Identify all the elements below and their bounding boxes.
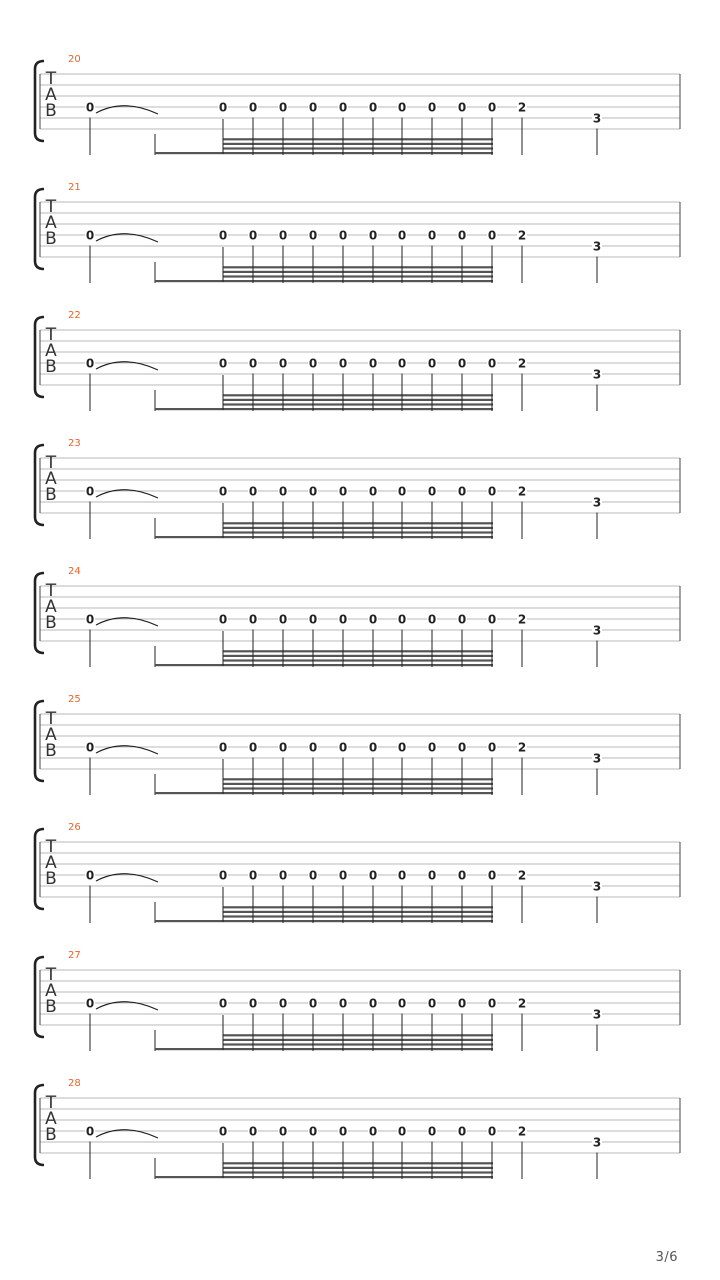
fret-number: 2 <box>517 356 527 371</box>
fret-number: 0 <box>457 868 467 883</box>
tab-system <box>35 438 680 539</box>
fret-number: 0 <box>427 228 437 243</box>
fret-number: 0 <box>487 1124 497 1139</box>
fret-number: 0 <box>457 484 467 499</box>
fret-number: 0 <box>368 100 378 115</box>
measure-number: 26 <box>68 822 81 833</box>
tab-clef-letter-t: T <box>45 453 57 473</box>
beam-primary <box>155 280 493 282</box>
fret-number: 0 <box>457 100 467 115</box>
fret-number: 0 <box>338 740 348 755</box>
page-number: 3/6 <box>655 1250 678 1265</box>
fret-number: 0 <box>487 356 497 371</box>
measure-number: 28 <box>68 1078 81 1089</box>
fret-number: 0 <box>248 356 258 371</box>
beam-primary <box>155 920 493 922</box>
fret-number: 0 <box>338 484 348 499</box>
tab-system <box>35 566 680 667</box>
tab-clef-letter-b: B <box>45 1125 57 1145</box>
tab-clef-letter-a: A <box>45 981 57 1001</box>
fret-number: 0 <box>457 228 467 243</box>
fret-number: 0 <box>368 1124 378 1139</box>
fret-number: 0 <box>427 996 437 1011</box>
tab-clef-letter-a: A <box>45 597 57 617</box>
fret-number: 0 <box>397 996 407 1011</box>
fret-number: 0 <box>308 100 318 115</box>
fret-number: 0 <box>278 612 288 627</box>
beam-secondary <box>223 527 493 529</box>
fret-number: 0 <box>278 868 288 883</box>
fret-number: 0 <box>487 484 497 499</box>
fret-number: 0 <box>457 612 467 627</box>
fret-number: 0 <box>85 868 95 883</box>
beam-secondary <box>223 394 493 396</box>
fret-number: 0 <box>397 484 407 499</box>
fret-number: 0 <box>487 100 497 115</box>
measure-number: 20 <box>68 54 81 65</box>
fret-number: 3 <box>592 367 602 382</box>
beam-secondary <box>223 1171 493 1173</box>
fret-number: 0 <box>85 740 95 755</box>
fret-number: 0 <box>85 100 95 115</box>
beam-secondary <box>223 399 493 401</box>
fret-number: 0 <box>248 612 258 627</box>
tab-clef-letter-t: T <box>45 325 57 345</box>
fret-number: 0 <box>85 996 95 1011</box>
fret-number: 0 <box>397 740 407 755</box>
fret-number: 0 <box>218 868 228 883</box>
tab-clef-letter-a: A <box>45 469 57 489</box>
tab-clef-letter-a: A <box>45 341 57 361</box>
beam-secondary <box>223 915 493 917</box>
tab-clef-letter-t: T <box>45 69 57 89</box>
beam-secondary <box>223 778 493 780</box>
beam-secondary <box>223 655 493 657</box>
fret-number: 3 <box>592 1135 602 1150</box>
fret-number: 3 <box>592 239 602 254</box>
fret-number: 0 <box>248 996 258 1011</box>
tab-system <box>35 310 680 411</box>
beam-primary <box>155 536 493 538</box>
fret-number: 2 <box>517 228 527 243</box>
beam-secondary <box>223 531 493 533</box>
fret-number: 2 <box>517 612 527 627</box>
tab-clef-letter-b: B <box>45 997 57 1017</box>
fret-number: 3 <box>592 751 602 766</box>
fret-number: 0 <box>85 356 95 371</box>
fret-number: 0 <box>397 612 407 627</box>
fret-number: 0 <box>487 228 497 243</box>
fret-number: 0 <box>338 996 348 1011</box>
fret-number: 0 <box>278 100 288 115</box>
fret-number: 0 <box>368 868 378 883</box>
fret-number: 0 <box>427 612 437 627</box>
fret-number: 0 <box>278 228 288 243</box>
fret-number: 0 <box>427 100 437 115</box>
tab-system <box>35 822 680 923</box>
beam-secondary <box>223 271 493 273</box>
fret-number: 0 <box>218 740 228 755</box>
fret-number: 0 <box>457 740 467 755</box>
fret-number: 0 <box>397 1124 407 1139</box>
fret-number: 0 <box>397 868 407 883</box>
measure-number: 27 <box>68 950 81 961</box>
beam-primary <box>155 792 493 794</box>
fret-number: 3 <box>592 1007 602 1022</box>
fret-number: 0 <box>85 1124 95 1139</box>
fret-number: 0 <box>248 100 258 115</box>
fret-number: 3 <box>592 623 602 638</box>
beam-secondary <box>223 403 493 405</box>
beam-secondary <box>223 266 493 268</box>
fret-number: 0 <box>248 740 258 755</box>
fret-number: 0 <box>427 740 437 755</box>
fret-number: 0 <box>308 612 318 627</box>
beam-secondary <box>223 911 493 913</box>
fret-number: 0 <box>368 356 378 371</box>
fret-number: 3 <box>592 495 602 510</box>
fret-number: 0 <box>218 996 228 1011</box>
beam-primary <box>155 1048 493 1050</box>
beam-secondary <box>223 147 493 149</box>
fret-number: 0 <box>278 996 288 1011</box>
measure-number: 22 <box>68 310 81 321</box>
fret-number: 0 <box>487 868 497 883</box>
fret-number: 0 <box>338 228 348 243</box>
fret-number: 0 <box>218 484 228 499</box>
fret-number: 0 <box>308 1124 318 1139</box>
fret-number: 0 <box>427 868 437 883</box>
fret-number: 0 <box>427 356 437 371</box>
fret-number: 0 <box>248 868 258 883</box>
tab-clef-letter-a: A <box>45 85 57 105</box>
tab-system <box>35 54 680 155</box>
fret-number: 0 <box>308 868 318 883</box>
tab-clef-letter-a: A <box>45 725 57 745</box>
fret-number: 0 <box>457 356 467 371</box>
tab-system <box>35 950 680 1051</box>
fret-number: 2 <box>517 484 527 499</box>
fret-number: 0 <box>368 484 378 499</box>
beam-secondary <box>223 783 493 785</box>
tab-clef-letter-t: T <box>45 197 57 217</box>
fret-number: 0 <box>427 484 437 499</box>
tab-clef-letter-b: B <box>45 101 57 121</box>
tab-clef-letter-a: A <box>45 853 57 873</box>
fret-number: 0 <box>368 228 378 243</box>
fret-number: 0 <box>308 484 318 499</box>
tab-system <box>35 1078 680 1179</box>
beam-secondary <box>223 143 493 145</box>
tab-clef-letter-b: B <box>45 741 57 761</box>
beam-primary <box>155 152 493 154</box>
fret-number: 0 <box>368 612 378 627</box>
measure-number: 24 <box>68 566 81 577</box>
fret-number: 0 <box>338 100 348 115</box>
fret-number: 0 <box>278 356 288 371</box>
measure-number: 23 <box>68 438 81 449</box>
beam-primary <box>155 1176 493 1178</box>
beam-secondary <box>223 1043 493 1045</box>
tab-clef-letter-b: B <box>45 357 57 377</box>
beam-secondary <box>223 1162 493 1164</box>
fret-number: 0 <box>338 868 348 883</box>
fret-number: 0 <box>218 228 228 243</box>
tab-clef-letter-b: B <box>45 869 57 889</box>
fret-number: 0 <box>427 1124 437 1139</box>
fret-number: 0 <box>278 484 288 499</box>
fret-number: 0 <box>487 996 497 1011</box>
fret-number: 0 <box>218 612 228 627</box>
fret-number: 0 <box>248 484 258 499</box>
measure-number: 21 <box>68 182 81 193</box>
beam-secondary <box>223 787 493 789</box>
tab-clef-letter-a: A <box>45 1109 57 1129</box>
fret-number: 0 <box>457 1124 467 1139</box>
tab-clef-letter-a: A <box>45 213 57 233</box>
fret-number: 0 <box>248 228 258 243</box>
fret-number: 0 <box>368 996 378 1011</box>
fret-number: 0 <box>85 484 95 499</box>
tab-clef-letter-t: T <box>45 965 57 985</box>
fret-number: 0 <box>338 1124 348 1139</box>
measure-number: 25 <box>68 694 81 705</box>
tab-clef-letter-t: T <box>45 837 57 857</box>
fret-number: 0 <box>308 228 318 243</box>
fret-number: 3 <box>592 111 602 126</box>
fret-number: 0 <box>218 356 228 371</box>
fret-number: 2 <box>517 740 527 755</box>
tab-system <box>35 182 680 283</box>
beam-secondary <box>223 650 493 652</box>
beam-secondary <box>223 906 493 908</box>
tab-clef-letter-b: B <box>45 229 57 249</box>
tab-clef-letter-t: T <box>45 1093 57 1113</box>
fret-number: 0 <box>278 1124 288 1139</box>
fret-number: 0 <box>487 612 497 627</box>
fret-number: 0 <box>397 100 407 115</box>
fret-number: 0 <box>457 996 467 1011</box>
fret-number: 0 <box>218 1124 228 1139</box>
fret-number: 0 <box>338 612 348 627</box>
beam-secondary <box>223 138 493 140</box>
beam-secondary <box>223 1034 493 1036</box>
fret-number: 0 <box>85 612 95 627</box>
tab-clef-letter-t: T <box>45 581 57 601</box>
fret-number: 2 <box>517 1124 527 1139</box>
beam-primary <box>155 408 493 410</box>
fret-number: 0 <box>278 740 288 755</box>
beam-secondary <box>223 659 493 661</box>
tab-clef-letter-t: T <box>45 709 57 729</box>
beam-secondary <box>223 1039 493 1041</box>
fret-number: 0 <box>397 228 407 243</box>
fret-number: 0 <box>248 1124 258 1139</box>
fret-number: 2 <box>517 100 527 115</box>
beam-secondary <box>223 1167 493 1169</box>
beam-primary <box>155 664 493 666</box>
tab-system <box>35 694 680 795</box>
fret-number: 0 <box>85 228 95 243</box>
fret-number: 2 <box>517 996 527 1011</box>
fret-number: 0 <box>368 740 378 755</box>
beam-secondary <box>223 522 493 524</box>
tab-clef-letter-b: B <box>45 613 57 633</box>
beam-secondary <box>223 275 493 277</box>
fret-number: 3 <box>592 879 602 894</box>
fret-number: 2 <box>517 868 527 883</box>
fret-number: 0 <box>397 356 407 371</box>
fret-number: 0 <box>308 740 318 755</box>
fret-number: 0 <box>487 740 497 755</box>
fret-number: 0 <box>308 996 318 1011</box>
fret-number: 0 <box>218 100 228 115</box>
fret-number: 0 <box>308 356 318 371</box>
fret-number: 0 <box>338 356 348 371</box>
tab-clef-letter-b: B <box>45 485 57 505</box>
